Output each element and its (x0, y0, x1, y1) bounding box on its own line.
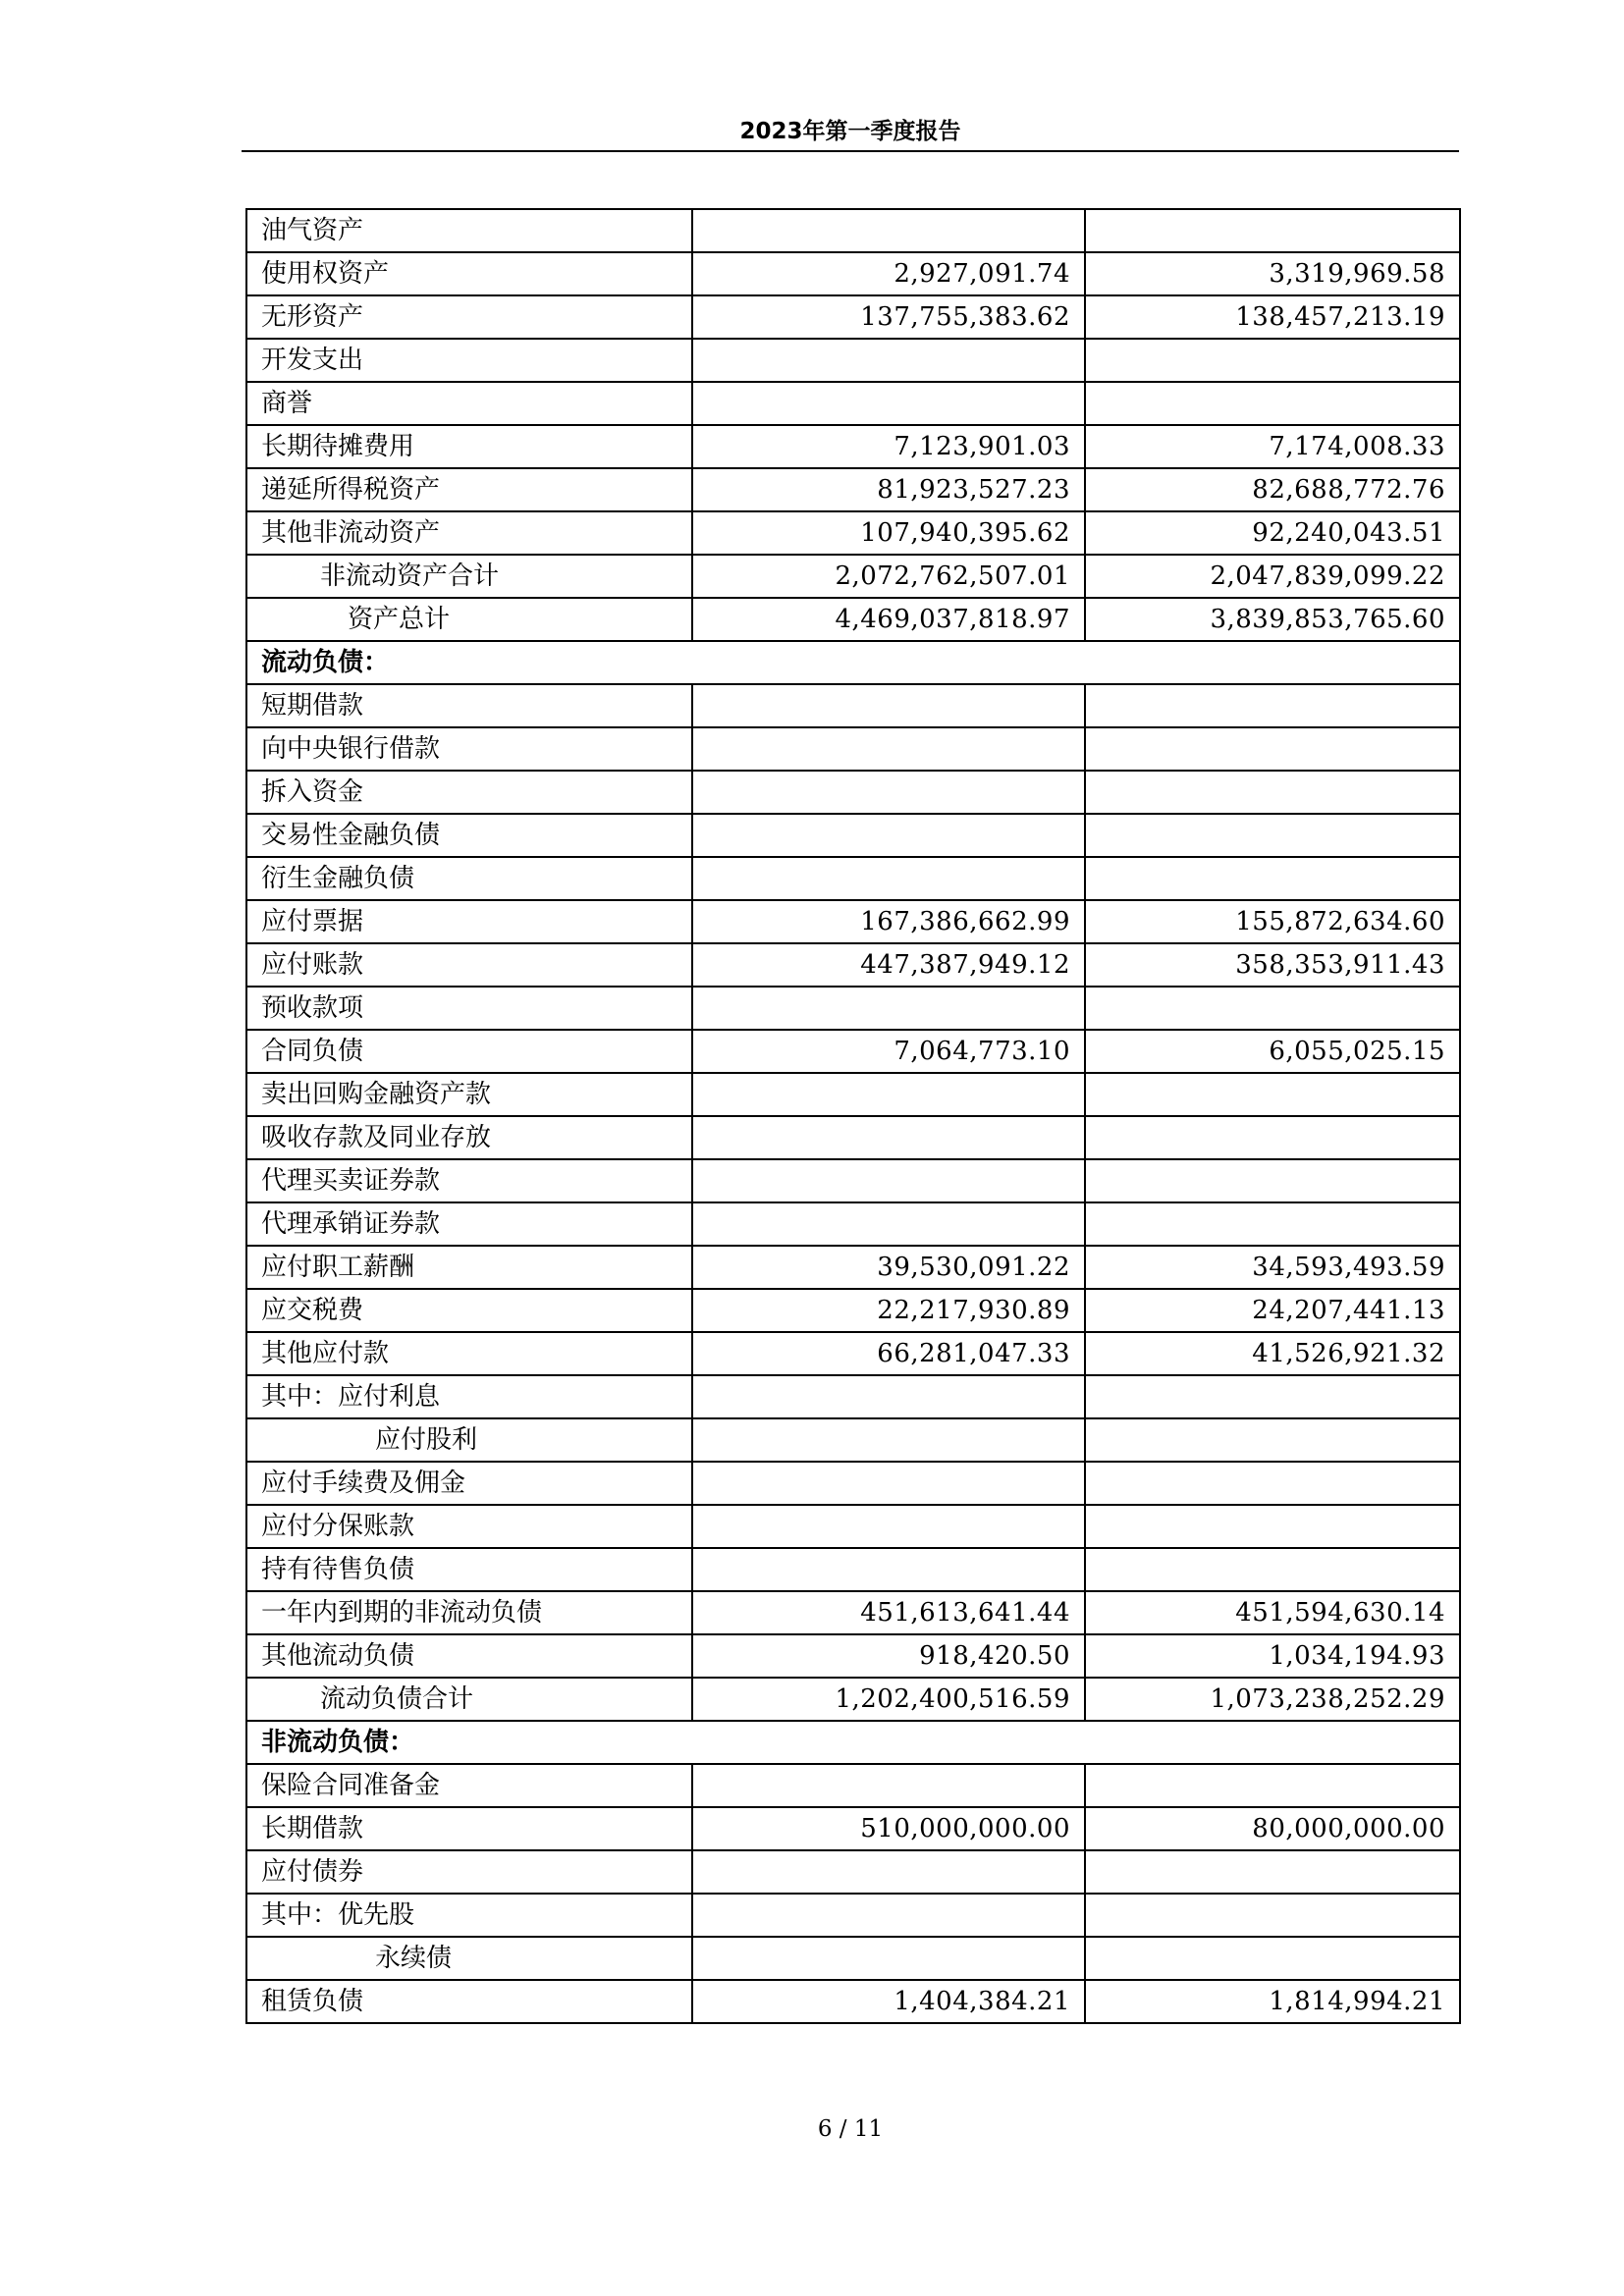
row-label: 代理承销证券款 (246, 1202, 692, 1246)
current-period-value (692, 1202, 1085, 1246)
table-row (246, 1980, 1460, 2023)
current-period-value (692, 1505, 1085, 1548)
table-row (246, 1073, 1460, 1116)
row-label: 无形资产 (246, 295, 692, 339)
page-number: 6 / 11 (817, 2116, 884, 2142)
row-label: 长期借款 (246, 1807, 692, 1850)
current-period-value: 137,755,383.62 (692, 295, 1085, 339)
current-period-value: 167,386,662.99 (692, 900, 1085, 943)
prior-period-value (1085, 209, 1460, 252)
current-period-value (692, 1375, 1085, 1418)
current-period-value: 66,281,047.33 (692, 1332, 1085, 1375)
current-period-value: 510,000,000.00 (692, 1807, 1085, 1850)
current-period-value: 1,404,384.21 (692, 1980, 1085, 2023)
row-label: 其他应付款 (246, 1332, 692, 1375)
current-period-value: 451,613,641.44 (692, 1591, 1085, 1634)
current-period-value (692, 1764, 1085, 1807)
current-period-value (692, 857, 1085, 900)
prior-period-value (1085, 1418, 1460, 1462)
row-label: 代理买卖证券款 (246, 1159, 692, 1202)
current-period-value (692, 1159, 1085, 1202)
prior-period-value: 1,814,994.21 (1085, 1980, 1460, 2023)
prior-period-value (1085, 987, 1460, 1030)
prior-period-value: 41,526,921.32 (1085, 1332, 1460, 1375)
row-label: 商誉 (246, 382, 692, 425)
table-row (246, 252, 1460, 295)
prior-period-value (1085, 727, 1460, 771)
current-period-value (692, 1418, 1085, 1462)
current-period-value: 7,064,773.10 (692, 1030, 1085, 1073)
prior-period-value (1085, 1116, 1460, 1159)
current-period-value: 2,072,762,507.01 (692, 555, 1085, 598)
current-period-value: 1,202,400,516.59 (692, 1678, 1085, 1721)
table-row (246, 1505, 1460, 1548)
row-label: 衍生金融负债 (246, 857, 692, 900)
table-row (246, 209, 1460, 252)
current-period-value (692, 382, 1085, 425)
table-row (246, 1030, 1460, 1073)
section-title: 流动负债： (246, 641, 1460, 684)
prior-period-value (1085, 1548, 1460, 1591)
prior-period-value: 1,073,238,252.29 (1085, 1678, 1460, 1721)
row-label: 使用权资产 (246, 252, 692, 295)
row-label: 短期借款 (246, 684, 692, 727)
current-period-value (692, 814, 1085, 857)
row-label: 吸收存款及同业存放 (246, 1116, 692, 1159)
row-label: 向中央银行借款 (246, 727, 692, 771)
current-period-value (692, 209, 1085, 252)
section-header-row (246, 641, 1460, 684)
table-row (246, 684, 1460, 727)
row-label: 应付票据 (246, 900, 692, 943)
row-label: 保险合同准备金 (246, 1764, 692, 1807)
row-label: 应付债券 (246, 1850, 692, 1894)
row-label: 租赁负债 (246, 1980, 692, 2023)
current-period-value (692, 771, 1085, 814)
row-label: 预收款项 (246, 987, 692, 1030)
prior-period-value (1085, 1505, 1460, 1548)
current-period-value: 2,927,091.74 (692, 252, 1085, 295)
table-row (246, 1418, 1460, 1462)
current-period-value (692, 1073, 1085, 1116)
table-row (246, 987, 1460, 1030)
row-label: 应付账款 (246, 943, 692, 987)
row-label: 应付手续费及佣金 (246, 1462, 692, 1505)
prior-period-value: 155,872,634.60 (1085, 900, 1460, 943)
prior-period-value (1085, 857, 1460, 900)
row-label: 应付分保账款 (246, 1505, 692, 1548)
current-period-value: 4,469,037,818.97 (692, 598, 1085, 641)
current-period-value: 39,530,091.22 (692, 1246, 1085, 1289)
table-row (246, 1462, 1460, 1505)
row-label: 应付股利 (246, 1418, 692, 1462)
prior-period-value: 24,207,441.13 (1085, 1289, 1460, 1332)
table-row (246, 1937, 1460, 1980)
row-label: 卖出回购金融资产款 (246, 1073, 692, 1116)
table-row (246, 900, 1460, 943)
prior-period-value: 80,000,000.00 (1085, 1807, 1460, 1850)
row-label: 流动负债合计 (246, 1678, 692, 1721)
table-row (246, 1678, 1460, 1721)
current-period-value (692, 1462, 1085, 1505)
section-header-row (246, 1721, 1460, 1764)
row-label: 应交税费 (246, 1289, 692, 1332)
table-row (246, 1894, 1460, 1937)
row-label: 一年内到期的非流动负债 (246, 1591, 692, 1634)
row-label: 其他非流动资产 (246, 511, 692, 555)
table-row (246, 1289, 1460, 1332)
table-row (246, 1548, 1460, 1591)
table-row (246, 1591, 1460, 1634)
current-period-value (692, 1116, 1085, 1159)
row-label: 递延所得税资产 (246, 468, 692, 511)
table-row (246, 1764, 1460, 1807)
current-period-value: 447,387,949.12 (692, 943, 1085, 987)
row-label: 其他流动负债 (246, 1634, 692, 1678)
prior-period-value: 451,594,630.14 (1085, 1591, 1460, 1634)
prior-period-value (1085, 1850, 1460, 1894)
header-divider (242, 150, 1459, 152)
current-period-value (692, 1850, 1085, 1894)
row-label: 其中：应付利息 (246, 1375, 692, 1418)
prior-period-value (1085, 1073, 1460, 1116)
prior-period-value (1085, 684, 1460, 727)
row-label: 资产总计 (246, 598, 692, 641)
prior-period-value: 34,593,493.59 (1085, 1246, 1460, 1289)
prior-period-value (1085, 1937, 1460, 1980)
balance-sheet-body (246, 209, 1460, 2023)
table-row (246, 382, 1460, 425)
table-row (246, 425, 1460, 468)
row-label: 长期待摊费用 (246, 425, 692, 468)
current-period-value (692, 1937, 1085, 1980)
table-row (246, 857, 1460, 900)
prior-period-value (1085, 814, 1460, 857)
prior-period-value (1085, 1894, 1460, 1937)
table-row (246, 598, 1460, 641)
table-row (246, 727, 1460, 771)
row-label: 应付职工薪酬 (246, 1246, 692, 1289)
prior-period-value (1085, 771, 1460, 814)
current-period-value (692, 727, 1085, 771)
table-row (246, 1116, 1460, 1159)
table-row (246, 1850, 1460, 1894)
table-row (246, 1159, 1460, 1202)
prior-period-value (1085, 382, 1460, 425)
table-row (246, 468, 1460, 511)
row-label: 交易性金融负债 (246, 814, 692, 857)
row-label: 非流动资产合计 (246, 555, 692, 598)
prior-period-value: 3,839,853,765.60 (1085, 598, 1460, 641)
prior-period-value (1085, 1375, 1460, 1418)
table-row (246, 339, 1460, 382)
table-row (246, 1246, 1460, 1289)
table-row (246, 1332, 1460, 1375)
current-period-value: 22,217,930.89 (692, 1289, 1085, 1332)
current-period-value (692, 339, 1085, 382)
prior-period-value: 82,688,772.76 (1085, 468, 1460, 511)
section-title: 非流动负债： (246, 1721, 1460, 1764)
table-row (246, 814, 1460, 857)
prior-period-value: 92,240,043.51 (1085, 511, 1460, 555)
table-row (246, 771, 1460, 814)
table-row (246, 295, 1460, 339)
current-period-value (692, 1894, 1085, 1937)
current-period-value (692, 1548, 1085, 1591)
report-header-title: 2023年第一季度报告 (739, 119, 961, 144)
prior-period-value: 3,319,969.58 (1085, 252, 1460, 295)
table-row (246, 1202, 1460, 1246)
prior-period-value: 6,055,025.15 (1085, 1030, 1460, 1073)
table-row (246, 943, 1460, 987)
table-row (246, 511, 1460, 555)
prior-period-value: 2,047,839,099.22 (1085, 555, 1460, 598)
prior-period-value (1085, 1462, 1460, 1505)
prior-period-value (1085, 1202, 1460, 1246)
row-label: 其中：优先股 (246, 1894, 692, 1937)
table-row (246, 1634, 1460, 1678)
row-label: 拆入资金 (246, 771, 692, 814)
balance-sheet-table (245, 208, 1461, 2024)
row-label: 油气资产 (246, 209, 692, 252)
prior-period-value: 138,457,213.19 (1085, 295, 1460, 339)
prior-period-value: 1,034,194.93 (1085, 1634, 1460, 1678)
current-period-value: 107,940,395.62 (692, 511, 1085, 555)
prior-period-value (1085, 339, 1460, 382)
row-label: 开发支出 (246, 339, 692, 382)
current-period-value (692, 684, 1085, 727)
table-row (246, 1375, 1460, 1418)
prior-period-value (1085, 1159, 1460, 1202)
prior-period-value: 358,353,911.43 (1085, 943, 1460, 987)
current-period-value: 81,923,527.23 (692, 468, 1085, 511)
prior-period-value: 7,174,008.33 (1085, 425, 1460, 468)
current-period-value (692, 987, 1085, 1030)
table-row (246, 555, 1460, 598)
row-label: 永续债 (246, 1937, 692, 1980)
prior-period-value (1085, 1764, 1460, 1807)
current-period-value: 918,420.50 (692, 1634, 1085, 1678)
table-row (246, 1807, 1460, 1850)
row-label: 持有待售负债 (246, 1548, 692, 1591)
current-period-value: 7,123,901.03 (692, 425, 1085, 468)
row-label: 合同负债 (246, 1030, 692, 1073)
